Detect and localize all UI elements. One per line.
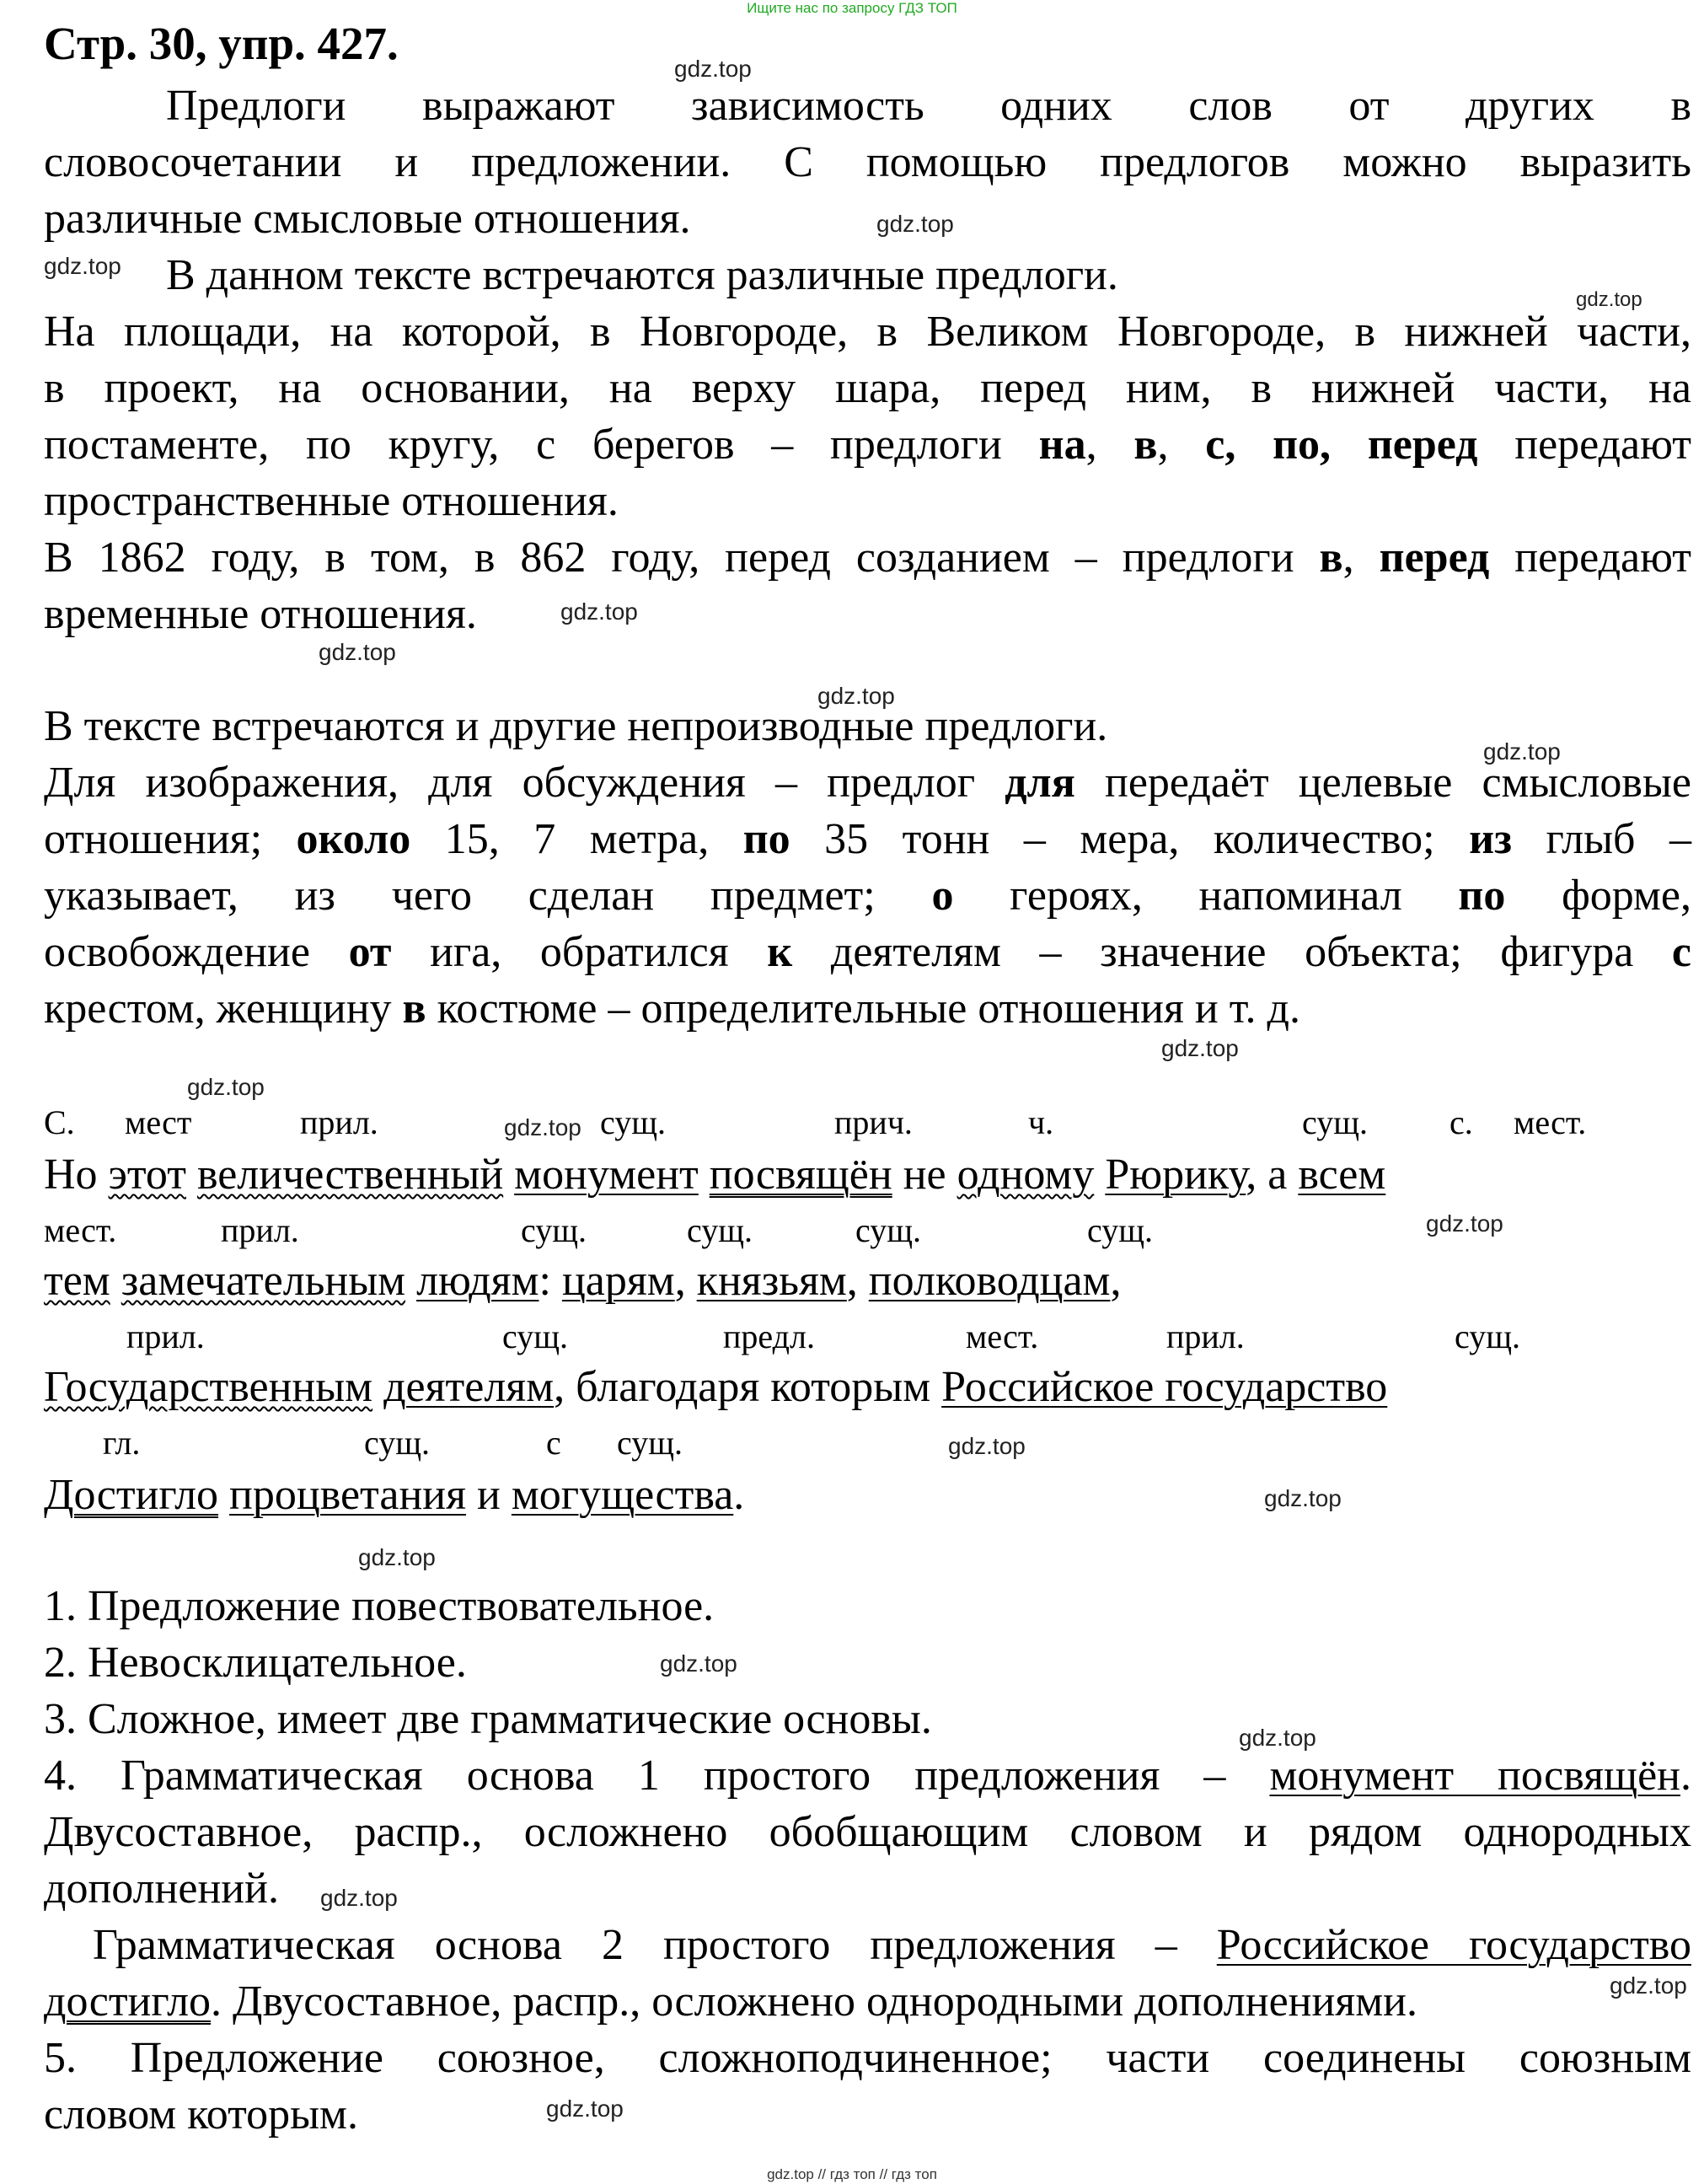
- pos-label: прич.: [834, 1103, 913, 1141]
- analysis-item-2: 2. Невосклицательное.: [44, 1639, 467, 1687]
- analysis-item-5: 5. Предложение союзное, сложноподчиненное; части соединены союзным: [44, 2034, 1691, 2082]
- intro-line-2: словосочетании и предложении. С помощью предлогов можно выразить: [44, 138, 1691, 186]
- pos-label: мест.: [966, 1317, 1039, 1355]
- watermark: gdz.top: [358, 1544, 436, 1570]
- watermark: gdz.top: [876, 211, 954, 237]
- other-line-5: освобождение от ига, обратился к деятелям – значение объекта; фигура с: [44, 928, 1692, 976]
- watermark: gdz.top: [1264, 1485, 1342, 1511]
- pos-label: прил.: [300, 1103, 378, 1141]
- pos-label: прил.: [1166, 1317, 1245, 1355]
- page-title: Стр. 30, упр. 427.: [44, 18, 399, 69]
- parse-sentence-line-4: Достигло процветания и могущества.: [44, 1471, 745, 1519]
- pos-label: мест: [125, 1103, 192, 1141]
- other-line-4: указывает, из чего сделан предмет; о героях, напоминал по форме,: [44, 872, 1691, 920]
- analysis-item-4: 4. Грамматическая основа 1 простого предложения – монумент посвящён.: [44, 1752, 1691, 1800]
- pos-label: гл.: [103, 1424, 141, 1462]
- pos-label: сущ.: [502, 1317, 569, 1355]
- pos-label: сущ.: [617, 1424, 683, 1462]
- watermark: gdz.top: [1426, 1210, 1503, 1237]
- watermark: gdz.top: [560, 598, 638, 625]
- pos-label: сущ.: [364, 1424, 431, 1462]
- pos-label: предл.: [723, 1317, 815, 1355]
- spatial-line-4: пространственные отношения.: [44, 477, 619, 525]
- intro-line-1: Предлоги выражают зависимость одних слов от других в: [166, 82, 1691, 130]
- intro-line-3: различные смысловые отношения.: [44, 195, 691, 243]
- pos-label: с: [546, 1424, 561, 1462]
- watermark: gdz.top: [504, 1114, 581, 1140]
- pos-label: сущ.: [1455, 1317, 1521, 1355]
- pos-label: сущ.: [600, 1103, 667, 1141]
- other-line-1: В тексте встречаются и другие непроизводные предлоги.: [44, 702, 1108, 750]
- watermark: gdz.top: [817, 683, 895, 709]
- pos-label: сущ.: [1087, 1211, 1154, 1249]
- spatial-line-1: На площади, на которой, в Новгороде, в Великом Новгороде, в нижней части,: [44, 308, 1691, 356]
- temporal-line-2: временные отношения.: [44, 590, 477, 638]
- pos-label: мест.: [1514, 1103, 1587, 1141]
- watermark: gdz.top: [660, 1650, 737, 1677]
- watermark: gdz.top: [1483, 738, 1561, 765]
- footer-links[interactable]: gdz.top // гдз топ // гдз топ: [767, 2166, 937, 2182]
- pos-label: прил.: [126, 1317, 205, 1355]
- analysis-base-2: Грамматическая основа 2 простого предложения – Российское государство: [93, 1921, 1691, 1969]
- spatial-line-3: постаменте, по кругу, с берегов – предлоги на, в, с, по, перед передают: [44, 421, 1692, 469]
- watermark: gdz.top: [1161, 1035, 1239, 1061]
- pos-label: с.: [1449, 1103, 1473, 1141]
- pos-label: сущ.: [855, 1211, 922, 1249]
- watermark: gdz.top: [1610, 1972, 1687, 1999]
- parse-sentence-line-3: Государственным деятелям, благодаря которым Российское государство: [44, 1363, 1388, 1411]
- pos-label: ч.: [1028, 1103, 1054, 1141]
- other-line-2: Для изображения, для обсуждения – предлог для передаёт целевые смысловые: [44, 759, 1691, 807]
- analysis-item-4-line-3: дополнений.: [44, 1865, 279, 1913]
- pos-label: С.: [44, 1103, 75, 1141]
- analysis-item-5-line-2: словом которым.: [44, 2090, 358, 2138]
- watermark: gdz.top: [319, 639, 396, 665]
- intro-line-4: В данном тексте встречаются различные предлоги.: [166, 251, 1118, 299]
- spatial-line-2: в проект, на основании, на верху шара, перед ним, в нижней части, на: [44, 364, 1691, 412]
- watermark: gdz.top: [1576, 288, 1642, 311]
- watermark: gdz.top: [187, 1074, 265, 1100]
- pos-label: сущ.: [1302, 1103, 1369, 1141]
- analysis-base-2-line-2: достигло. Двусоставное, распр., осложнено однородными дополнениями.: [44, 1977, 1417, 2026]
- pos-label: прил.: [221, 1211, 299, 1249]
- top-banner[interactable]: Ищите нас по запросу ГДЗ ТОП: [747, 0, 957, 16]
- watermark: gdz.top: [44, 253, 121, 279]
- watermark: gdz.top: [546, 2095, 624, 2122]
- analysis-item-4-line-2: Двусоставное, распр., осложнено обобщающим словом и рядом однородных: [44, 1808, 1691, 1856]
- temporal-line-1: В 1862 году, в том, в 862 году, перед созданием – предлоги в, перед передают: [44, 534, 1691, 582]
- other-line-3: отношения; около 15, 7 метра, по 35 тонн – мера, количество; из глыб –: [44, 815, 1692, 863]
- other-line-6: крестом, женщину в костюме – определительные отношения и т. д.: [44, 985, 1301, 1033]
- parse-sentence-line-2: тем замечательным людям: царям, князьям, полководцам,: [44, 1257, 1122, 1305]
- pos-label: сущ.: [521, 1211, 587, 1249]
- watermark: gdz.top: [674, 56, 752, 82]
- watermark: gdz.top: [948, 1433, 1026, 1459]
- pos-label: сущ.: [687, 1211, 753, 1249]
- pos-label: мест.: [44, 1211, 117, 1249]
- parse-sentence-line-1: Но этот величественный монумент посвящён не одному Рюрику, а всем: [44, 1151, 1386, 1199]
- watermark: gdz.top: [320, 1885, 398, 1911]
- analysis-item-3: 3. Сложное, имеет две грамматические основы.: [44, 1695, 932, 1743]
- analysis-item-1: 1. Предложение повествовательное.: [44, 1582, 715, 1630]
- watermark: gdz.top: [1239, 1725, 1316, 1751]
